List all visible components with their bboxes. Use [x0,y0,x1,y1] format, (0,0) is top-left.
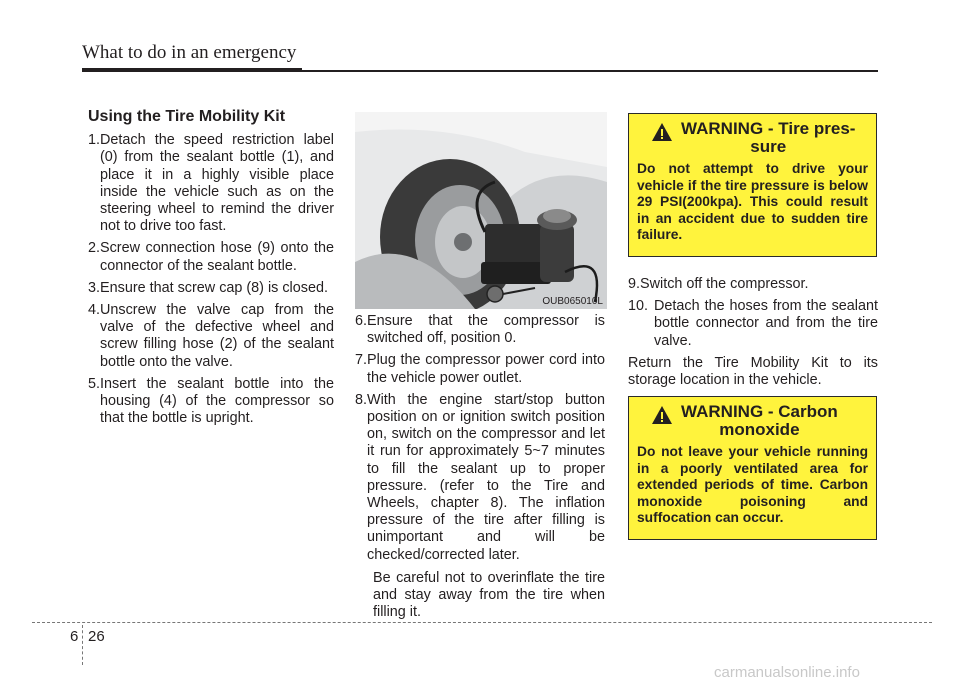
step-2: 2. Screw connection hose (9) onto the connector of the sealant bottle. [88,240,334,274]
step-10: 10. Detach the hoses from the sealant bottle connector and from the tire valve. [628,298,878,349]
step-7: 7. Plug the compressor power cord into the vehicle power outlet. [355,352,605,386]
warning-body: Do not attempt to drive your vehicle if the tire pressure is below 29 PSI(200kpa). This could result in an accident due to sudden tire failure. [637,161,868,243]
column-right [628,276,878,394]
tire-kit-drawing [355,112,607,309]
step-8: 8. With the engine start/stop button position on or ignition switch position on, switch on the compressor and let it run for approximately 5~7 minutes to fill the sealant up to proper pressure. (refer to the Tire and Wheels, chapter 8). The inflation pressure of the tire after filling is unimportant and will be checked/corrected later. [355,391,605,563]
figure-code-label: OUB065010L [542,296,603,307]
chapter-number: 6 [70,628,79,645]
step-5: 5. Insert the sealant bottle into the housing (4) of the compressor so that the bottle is upright. [88,375,334,427]
step-9: 9. Switch off the compressor. [628,276,809,292]
warning-header [637,403,868,439]
page-number: 26 [88,628,105,645]
closing-paragraph: Return the Tire Mobility Kit to its storage location in the vehicle. [628,354,878,389]
step-4: 4. Unscrew the valve cap from the valve of the defective wheel and screw filling hose (2) of the sealant bottle onto the valve. [88,302,334,370]
warning-body: Do not leave your vehicle running in a poorly ventilated area for extended periods of time. Carbon monoxide poisoning and suffocation can occur. [637,444,868,526]
footer-rule [32,622,932,623]
warning-triangle-icon [651,122,673,142]
section-title: Using the Tire Mobility Kit [88,108,286,125]
warning-tire-pressure [628,113,877,257]
warning-title: WARNING - Tire pres- sure [681,119,856,156]
footer-divider [82,625,83,665]
warning-title: WARNING - Carbon monoxide [681,402,838,439]
warning-carbon-monoxide [628,396,877,540]
column-middle [355,313,605,621]
tire-mobility-kit-illustration [355,112,607,309]
step-6: 6. Ensure that the compressor is switched off, position 0. [355,313,605,347]
column-left [88,108,334,432]
watermark: carmanualsonline.info [714,664,860,681]
step-8-note: Be careful not to overinflate the tire and stay away from the tire when filling it. [373,569,605,621]
page-header-title: What to do in an emergency [82,42,297,63]
warning-triangle-icon [651,405,673,425]
step-1: 1. Detach the speed restriction label (0) from the sealant bottle (1), and place it in a highly visible place inside the vehicle such as on the steering wheel to remind the driver not to drive too fast. [88,132,334,235]
step-3: 3. Ensure that screw cap (8) is closed. [88,279,328,296]
warning-header [637,120,868,156]
header-rule [82,70,878,72]
